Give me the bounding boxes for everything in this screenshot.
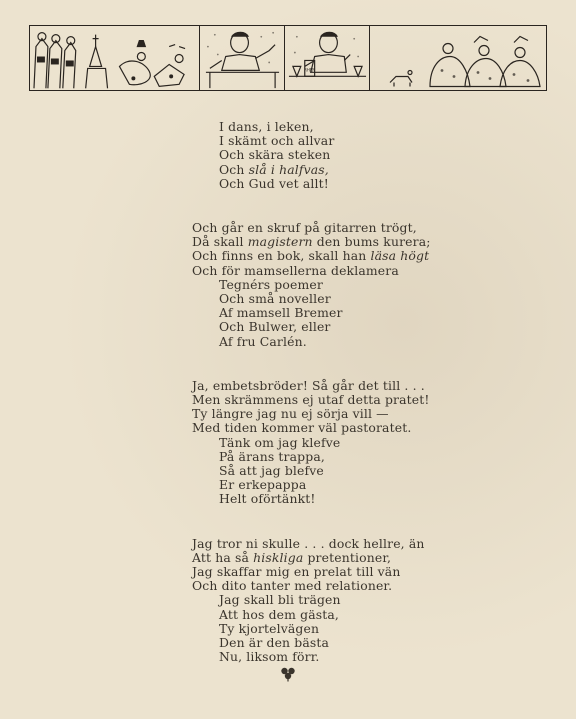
poem-text: Med tiden kommer väl pastoratet.: [192, 420, 412, 436]
poem-line: [219, 163, 329, 177]
ladies-party-illustration: [370, 26, 545, 90]
poem-line: [192, 565, 400, 579]
banner-panel-man-at-table: [200, 26, 285, 90]
poem-line: [219, 492, 316, 506]
poem-line: [192, 393, 430, 407]
poem-text: Och små noveller: [219, 291, 331, 306]
banner-panel-ladies-party: [370, 26, 545, 90]
poem-line: [192, 537, 425, 551]
poem-text: Nu, liksom förr.: [219, 649, 320, 665]
poem-text: Helt oförtänkt!: [219, 491, 316, 507]
poem-line: [219, 636, 329, 650]
poem-text: Jag skaffar mig en prelat till vän: [192, 564, 401, 579]
man-at-table-illustration: [200, 26, 284, 90]
poem-line: [219, 278, 323, 292]
poem-italic-text: läsa högt: [370, 248, 430, 264]
illustrated-header-banner: [29, 25, 547, 91]
poem-line: [219, 120, 314, 134]
poem-line: [192, 235, 431, 249]
poem-text: Er erkepappa: [219, 477, 307, 493]
poem-text: Jag tror ni skulle . . . dock hellre, än: [192, 535, 425, 551]
poem-line: [192, 579, 392, 593]
poem-line: [219, 335, 307, 349]
poem-text: Af fru Carlén.: [219, 333, 307, 349]
poem-line: [219, 450, 325, 464]
banner-panel-dancing-crowd: [30, 26, 200, 90]
poem-text: Och för mamsellerna deklamera: [192, 262, 399, 278]
poem-text: I dans, i leken,: [219, 119, 314, 134]
poem-line: [219, 134, 334, 148]
clover-ornament-icon: [279, 666, 297, 682]
poem-text: På ärans trappa,: [219, 448, 325, 464]
poem-text: pretentioner,: [303, 549, 392, 565]
poem-text: Och finns en bok, skall han: [192, 248, 371, 264]
man-drinking-illustration: [285, 26, 369, 90]
poem-line: [219, 148, 330, 162]
dancing-crowd-illustration: [30, 26, 199, 90]
poem-line: [219, 177, 329, 191]
poem-line: [192, 221, 417, 235]
poem-line: [219, 478, 306, 492]
poem-line: [219, 464, 324, 478]
poem-text: Den är den bästa: [219, 635, 330, 650]
poem-line: [219, 320, 331, 334]
poem-text: Att ha så: [192, 549, 254, 565]
poem-line: [219, 292, 331, 306]
poem-text: Ja, embetsbröder! Så går det till . . .: [192, 377, 425, 393]
poem-text: Då skall: [192, 234, 248, 250]
poem-line: [219, 306, 343, 320]
poem-line: [192, 379, 425, 393]
poem-line: [192, 551, 391, 565]
poem-line: [219, 436, 340, 450]
poem-line: [219, 593, 341, 607]
poem-line: [219, 622, 319, 636]
poem-text: den bums kurera;: [312, 234, 431, 250]
poem-text: Ty kjortelvägen: [219, 620, 320, 636]
poem-line: [219, 608, 339, 622]
poem-italic-text: hiskliga: [253, 549, 304, 565]
poem-line: [219, 650, 320, 664]
poem-text: Tegnérs poemer: [219, 276, 323, 292]
banner-panel-man-drinking: [285, 26, 370, 90]
poem-text: Af mamsell Bremer: [219, 305, 343, 321]
poem-text: I skämt och allvar: [219, 133, 335, 149]
poem-text: Tänk om jag klefve: [219, 434, 341, 450]
poem-line: [192, 421, 411, 435]
poem-line: [192, 249, 429, 263]
poem-italic-text: slå i halfvas,: [248, 161, 329, 177]
poem-text: Och Bulwer, eller: [219, 319, 331, 335]
poem-text: Och: [219, 161, 249, 177]
poem-text: Och dito tanter med relationer.: [192, 578, 393, 594]
poem-text: Och Gud vet allt!: [219, 175, 329, 191]
poem-italic-text: magistern: [247, 234, 313, 250]
poem-line: [192, 264, 399, 278]
poem-text: Men skrämmens ej utaf detta pratet!: [192, 392, 430, 407]
bottle-label: RHEN: [304, 67, 316, 73]
poem-text: Jag skall bli trägen: [219, 592, 341, 608]
poem-text: Att hos dem gästa,: [219, 606, 339, 622]
poem-text: Och går en skruf på gitarren trögt,: [192, 220, 417, 235]
poem-line: [192, 407, 389, 421]
poem-text: Så att jag blefve: [219, 463, 324, 478]
poem-text: Ty längre jag nu ej sörja vill —: [192, 406, 389, 422]
poem-text: Och skära steken: [219, 147, 331, 163]
